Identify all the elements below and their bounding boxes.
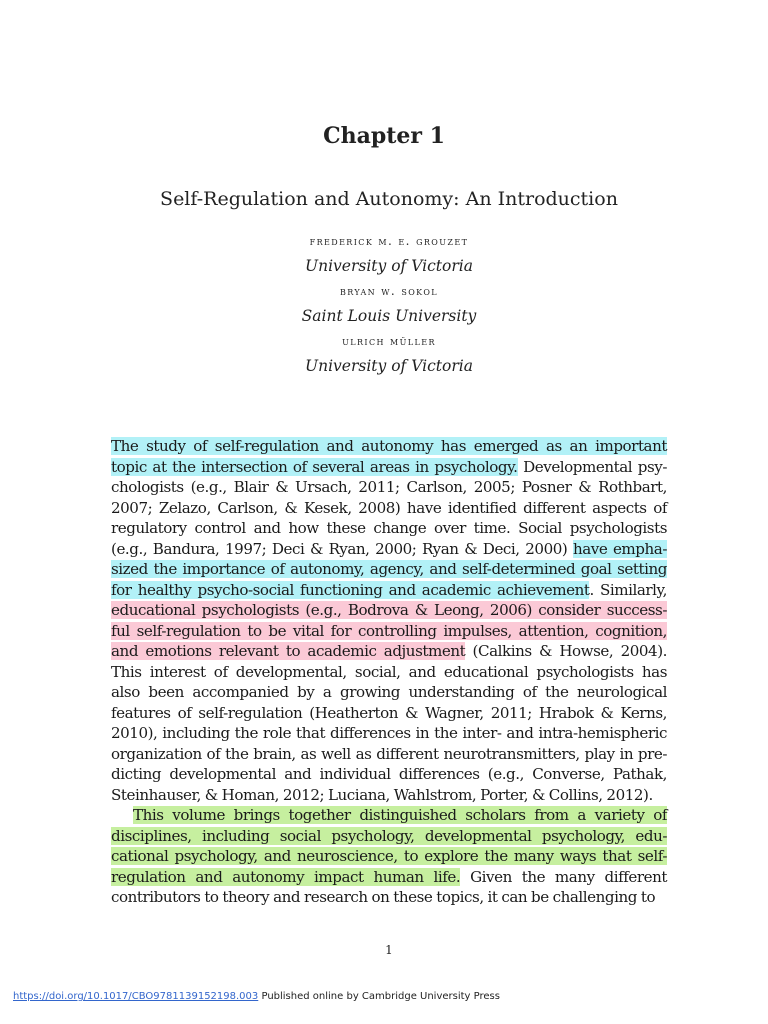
text-line [111,539,667,560]
text-span: contributors to theory and research on these topics, it can be challenging to [111,888,656,906]
text-line [111,436,667,457]
author-name: frederick m. e. grouzet [309,234,469,248]
text-span: Developmental psy- [517,457,668,476]
highlighted-text: cational psychology, and neuroscience, to explore the many ways that self- [111,847,667,865]
text-line [111,682,667,703]
footer-text: Published online by Cambridge University Press [258,991,500,1002]
text-line [111,826,667,847]
text-span: (Calkins & Howse, 2004). [465,642,667,660]
author-affiliation: University of Victoria [305,357,473,375]
text-span: . Similarly, [589,580,667,599]
doi-link[interactable]: https://doi.org/10.1017/CBO9781139152198.003 [13,991,259,1002]
chapter-title: Self-Regulation and Autonomy: An Introduction [160,188,618,210]
text-line [111,518,667,539]
text-line [111,723,667,744]
text-span: This interest of developmental, social, and educational psychologists has [111,662,667,681]
body-text [111,436,667,908]
text-line [111,600,667,621]
text-span: 2007; Zelazo, Carlson, & Kesek, 2008) have identified different aspects of [111,498,667,517]
text-line [111,744,667,765]
footer [13,991,500,1002]
text-line [111,498,667,519]
highlighted-text: educational psychologists (e.g., Bodrova & Leong, 2006) consider success- [111,601,667,619]
text-line [111,580,667,601]
author-affiliation: Saint Louis University [301,307,477,325]
text-span: features of self-regulation (Heatherton & Wagner, 2011; Hrabok & Kerns, [111,703,667,722]
highlighted-text: disciplines, including social psychology, developmental psychology, edu- [111,826,667,845]
text-line [111,785,667,806]
text-span: (e.g., Bandura, 1997; Deci & Ryan, 2000; Ryan & Deci, 2000) [111,539,573,558]
author-name: bryan w. sokol [339,284,439,298]
text-line [111,559,667,580]
text-line [111,457,667,478]
text-line [111,703,667,724]
text-line [111,641,667,662]
text-line [111,867,667,888]
text-span: also been accompanied by a growing understanding of the neurological [111,683,667,701]
text-line [111,887,667,908]
text-line [111,846,667,867]
highlighted-text: for healthy psycho-social functioning and academic achievement [111,580,590,599]
highlighted-text: This volume brings together distinguished scholars from a variety of [133,806,667,824]
text-span: regulatory control and how these change over time. Social psychologists [111,519,667,537]
text-span: dicting developmental and individual differences (e.g., Converse, Pathak, [111,765,667,783]
text-span: Steinhauser, & Homan, 2012; Luciana, Wahlstrom, Porter, & Collins, 2012). [111,785,653,804]
text-span: 2010), including the role that differences in the inter- and intra-hemispheric [111,724,667,742]
text-line [111,477,667,498]
highlighted-text: sized the importance of autonomy, agency, and self-determined goal setting [111,560,667,578]
highlighted-text: ful self-regulation to be vital for controlling impulses, attention, cognition, [111,621,667,640]
text-span: Given the many different [460,867,667,886]
highlighted-text: regulation and autonomy impact human life. [111,867,461,886]
text-line [111,805,667,826]
author-name: ulrich müller [342,334,436,348]
highlighted-text: and emotions relevant to academic adjustment [111,642,466,660]
highlighted-text: The study of self-regulation and autonomy has emerged as an important [111,437,667,455]
text-span: organization of the brain, as well as different neurotransmitters, play in pre- [111,744,667,763]
highlighted-text: have empha- [572,539,667,558]
text-line [111,621,667,642]
author-affiliation: University of Victoria [305,257,473,275]
chapter-label: Chapter 1 [323,123,445,149]
text-span: chologists (e.g., Blair & Ursach, 2011; Carlson, 2005; Posner & Rothbart, [111,478,667,496]
text-line [111,764,667,785]
highlighted-text: topic at the intersection of several areas in psychology. [111,457,518,476]
page-number: 1 [385,943,393,957]
author-block [0,229,768,379]
text-line [111,662,667,683]
